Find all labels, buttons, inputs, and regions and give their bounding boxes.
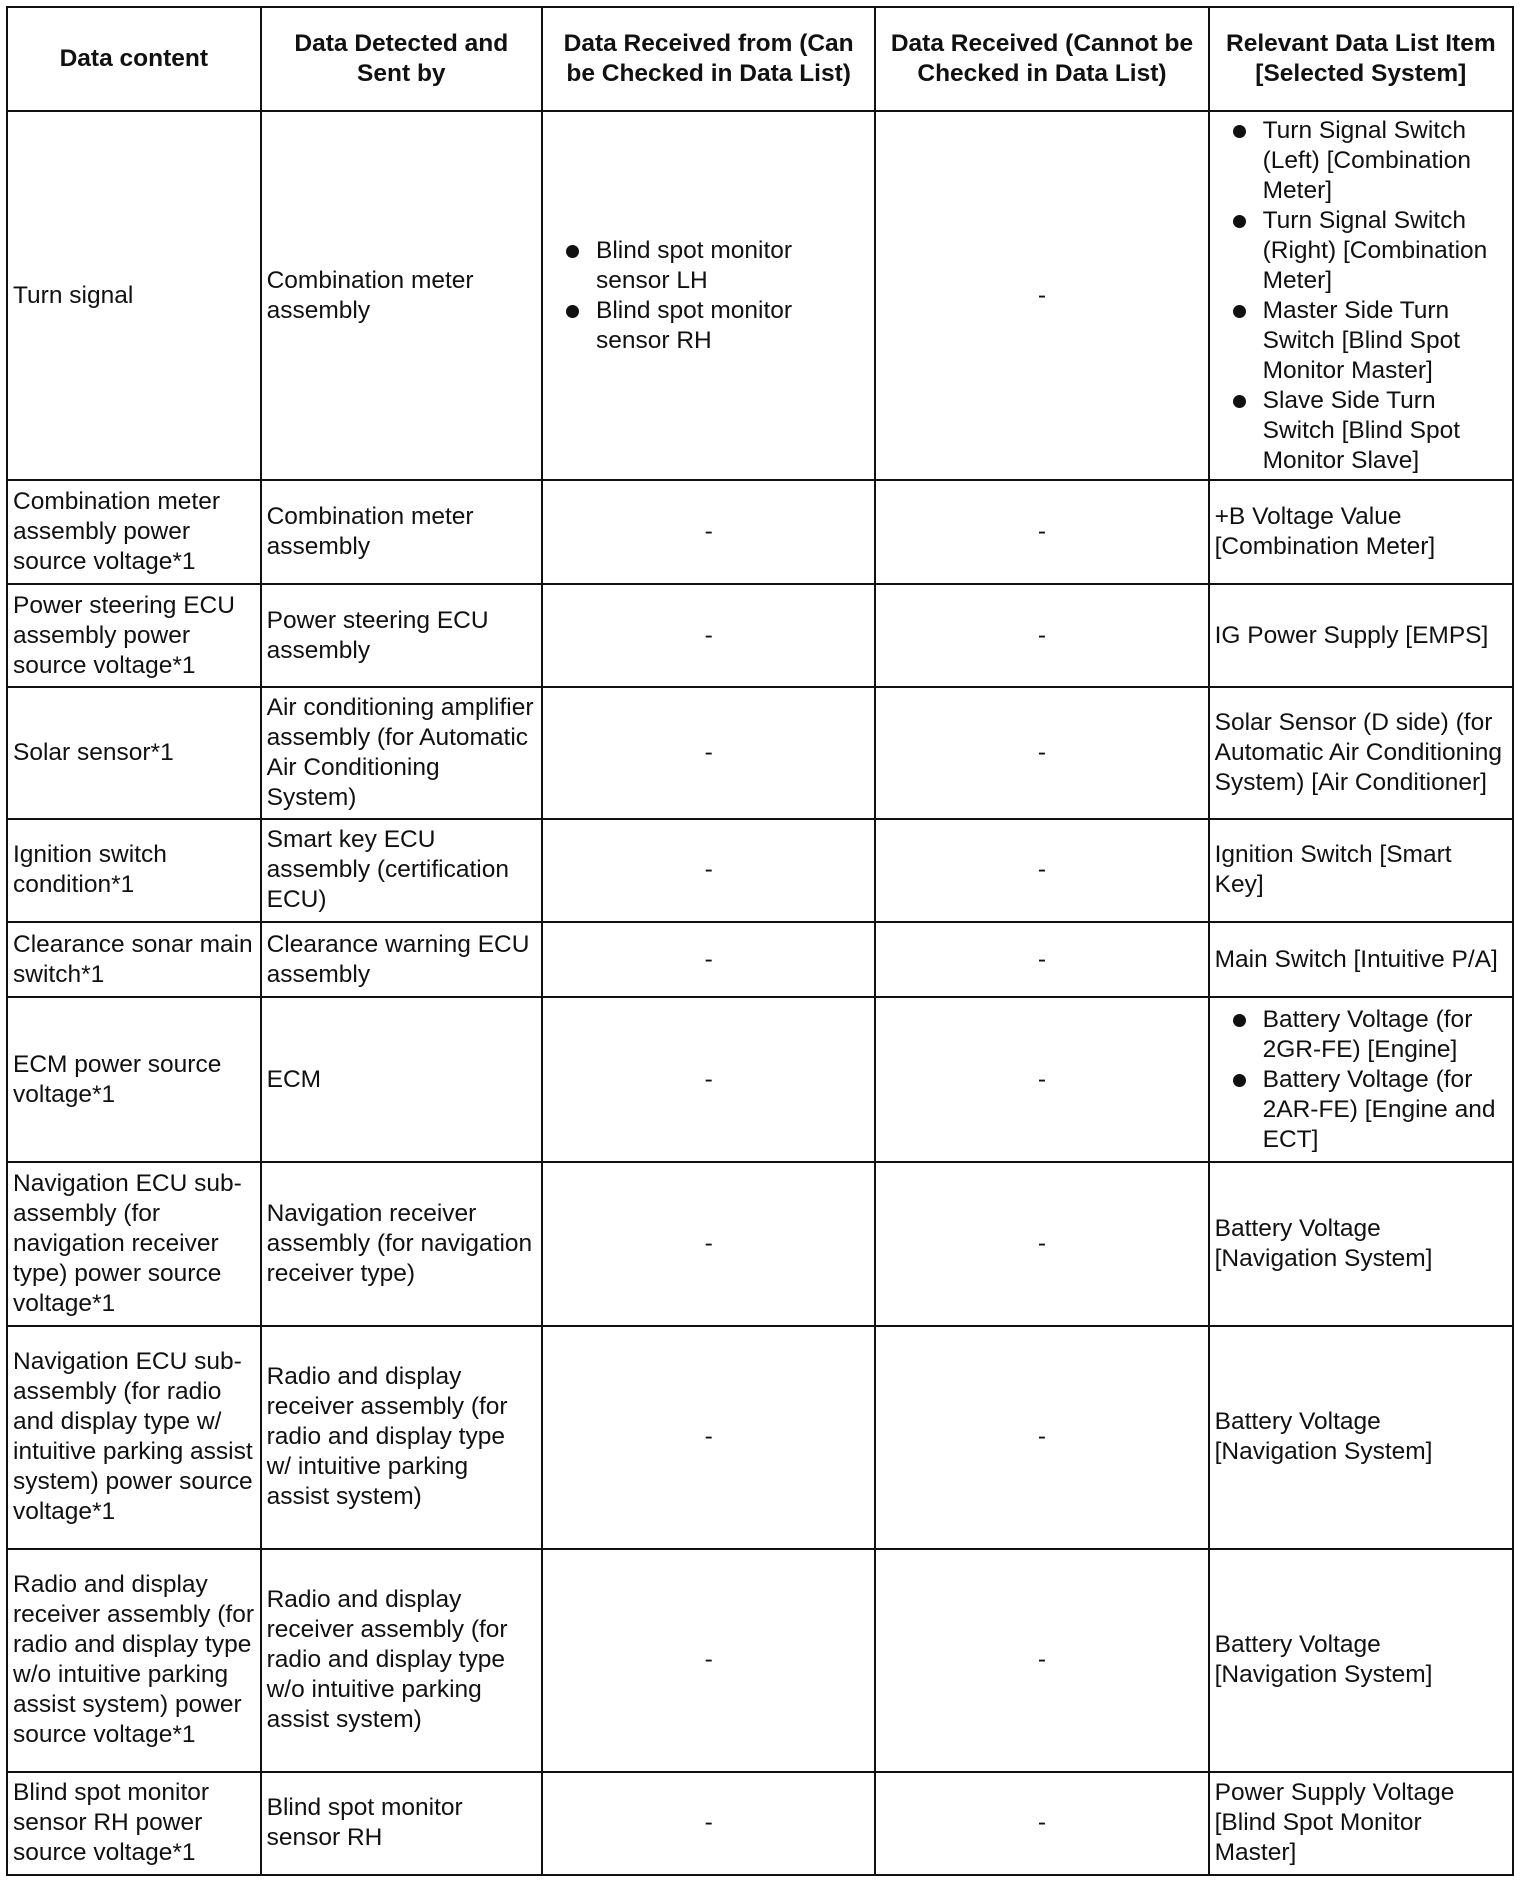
cell-received-from: - (542, 1162, 875, 1326)
cell-received: - (875, 997, 1208, 1162)
bullet-icon (1233, 215, 1246, 228)
cell-received-from: - (542, 819, 875, 922)
list-item (1215, 116, 1507, 206)
table-row (7, 1549, 1513, 1772)
table-row (7, 1326, 1513, 1549)
cell-sent-by: Blind spot monitor sensor RH (261, 1772, 542, 1875)
cell-received: - (875, 1162, 1208, 1326)
table-row (7, 1772, 1513, 1875)
cell-content: Blind spot monitor sensor RH power source voltage*1 (7, 1772, 261, 1875)
cell-relevant: +B Voltage Value [Combination Meter] (1209, 480, 1513, 583)
list-item-text: Blind spot monitor sensor RH (596, 296, 793, 354)
header-detected-sent-by: Data Detected and Sent by (261, 7, 542, 111)
bullet-icon (1233, 305, 1246, 318)
cell-content: Turn signal (7, 111, 261, 480)
bullet-icon (1233, 1014, 1246, 1027)
cell-received: - (875, 1549, 1208, 1772)
cell-content: Clearance sonar main switch*1 (7, 922, 261, 997)
cell-received-from: - (542, 1772, 875, 1875)
list-item (1215, 1005, 1507, 1065)
header-row (7, 7, 1513, 111)
table-row (7, 584, 1513, 687)
cell-relevant: Main Switch [Intuitive P/A] (1209, 922, 1513, 997)
table-row (7, 480, 1513, 583)
cell-received: - (875, 819, 1208, 922)
cell-relevant: Power Supply Voltage [Blind Spot Monitor Master] (1209, 1772, 1513, 1875)
cell-received: - (875, 111, 1208, 480)
cell-sent-by: Air conditioning amplifier assembly (for Automatic Air Conditioning System) (261, 687, 542, 819)
bullet-icon (566, 305, 579, 318)
cell-sent-by: Smart key ECU assembly (certification ECU) (261, 819, 542, 922)
table-row (7, 687, 1513, 819)
cell-content: Navigation ECU sub-assembly (for radio and display type w/ intuitive parking assist system) power source voltage*1 (7, 1326, 261, 1549)
bullet-icon (1233, 1074, 1246, 1087)
cell-content: ECM power source voltage*1 (7, 997, 261, 1162)
cell-received-from: - (542, 922, 875, 997)
cell-sent-by: Navigation receiver assembly (for navigation receiver type) (261, 1162, 542, 1326)
header-received-not-checkable: Data Received (Cannot be Checked in Data List) (875, 7, 1208, 111)
list-item-text: Blind spot monitor sensor LH (596, 236, 793, 294)
cell-relevant: Solar Sensor (D side) (for Automatic Air Conditioning System) [Air Conditioner] (1209, 687, 1513, 819)
cell-relevant: Battery Voltage [Navigation System] (1209, 1326, 1513, 1549)
cell-content: Radio and display receiver assembly (for radio and display type w/o intuitive parking assist system) power source voltage*1 (7, 1549, 261, 1772)
cell-received-from (542, 111, 875, 480)
cell-sent-by: Radio and display receiver assembly (for radio and display type w/o intuitive parking assist system) (261, 1549, 542, 1772)
list-item (1215, 206, 1507, 296)
cell-relevant (1209, 111, 1513, 480)
cell-received: - (875, 1326, 1208, 1549)
cell-sent-by: Clearance warning ECU assembly (261, 922, 542, 997)
cell-received: - (875, 922, 1208, 997)
cell-content: Solar sensor*1 (7, 687, 261, 819)
cell-sent-by: Radio and display receiver assembly (for radio and display type w/ intuitive parking assist system) (261, 1326, 542, 1549)
cell-received: - (875, 687, 1208, 819)
table-row (7, 922, 1513, 997)
list-item-text: Battery Voltage (for 2AR-FE) [Engine and ECT] (1262, 1065, 1496, 1153)
cell-sent-by: Combination meter assembly (261, 480, 542, 583)
cell-received: - (875, 1772, 1208, 1875)
cell-sent-by: Combination meter assembly (261, 111, 542, 480)
cell-relevant: Battery Voltage [Navigation System] (1209, 1549, 1513, 1772)
cell-relevant: Battery Voltage [Navigation System] (1209, 1162, 1513, 1326)
bullet-icon (566, 245, 579, 258)
table-row (7, 819, 1513, 922)
list-item-text: Turn Signal Switch (Left) [Combination Meter] (1262, 116, 1471, 204)
cell-content: Navigation ECU sub-assembly (for navigation receiver type) power source voltage*1 (7, 1162, 261, 1326)
header-data-content: Data content (7, 7, 261, 111)
cell-content: Combination meter assembly power source voltage*1 (7, 480, 261, 583)
list-item-text: Master Side Turn Switch [Blind Spot Monitor Master] (1262, 296, 1461, 384)
data-list-table (6, 6, 1514, 1876)
cell-received: - (875, 584, 1208, 687)
list-item (1215, 386, 1507, 476)
list-item (548, 296, 869, 356)
list-item-text: Turn Signal Switch (Right) [Combination Meter] (1262, 206, 1488, 294)
cell-relevant: IG Power Supply [EMPS] (1209, 584, 1513, 687)
header-received-from-checkable: Data Received from (Can be Checked in Data List) (542, 7, 875, 111)
cell-received-from: - (542, 997, 875, 1162)
cell-sent-by: ECM (261, 997, 542, 1162)
list-item (1215, 1065, 1507, 1155)
list-item (548, 236, 869, 296)
cell-relevant (1209, 997, 1513, 1162)
list-item-text: Battery Voltage (for 2GR-FE) [Engine] (1262, 1005, 1473, 1063)
cell-received: - (875, 480, 1208, 583)
table-row (7, 1162, 1513, 1326)
cell-received-from: - (542, 1549, 875, 1772)
table-row (7, 111, 1513, 480)
cell-content: Power steering ECU assembly power source voltage*1 (7, 584, 261, 687)
cell-received-from: - (542, 687, 875, 819)
cell-relevant: Ignition Switch [Smart Key] (1209, 819, 1513, 922)
cell-content: Ignition switch condition*1 (7, 819, 261, 922)
cell-received-from: - (542, 584, 875, 687)
bullet-icon (1233, 125, 1246, 138)
table-row (7, 997, 1513, 1162)
bullet-list (1215, 116, 1507, 476)
bullet-icon (1233, 395, 1246, 408)
list-item (1215, 296, 1507, 386)
cell-sent-by: Power steering ECU assembly (261, 584, 542, 687)
cell-received-from: - (542, 1326, 875, 1549)
header-relevant-data-list-item: Relevant Data List Item [Selected System] (1209, 7, 1513, 111)
cell-received-from: - (542, 480, 875, 583)
bullet-list (548, 236, 869, 356)
list-item-text: Slave Side Turn Switch [Blind Spot Monitor Slave] (1262, 386, 1461, 474)
bullet-list (1215, 1005, 1507, 1155)
